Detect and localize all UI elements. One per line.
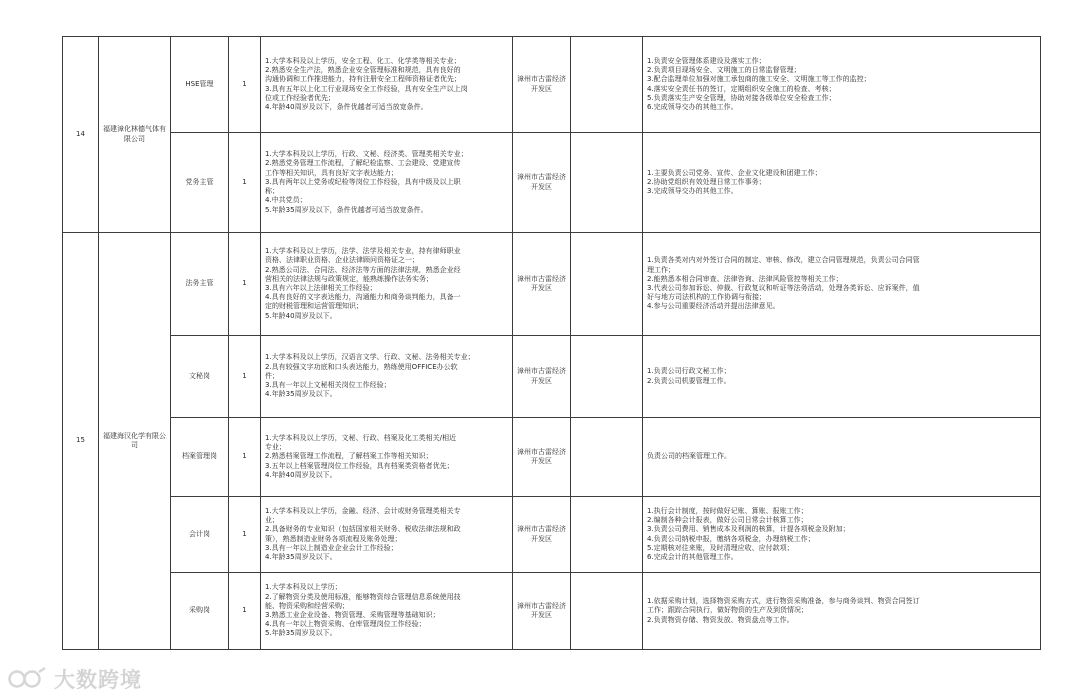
duty-line: 2.能熟悉本相合同审查、法律咨询、法律风险管控等相关工作；	[647, 274, 843, 283]
table-row	[63, 233, 1041, 336]
table-row	[63, 37, 1041, 133]
duty-line: 1.依据采购计划，选择物资采购方式，进行物资采购准备，参与商务谈判、物资合同签订	[647, 597, 920, 606]
duty-line: 4.落实安全责任书的签订，定期组织安全施工的检查、考核；	[647, 84, 836, 93]
requirement-line: 5.年龄35周岁及以下，条件优越者可适当放宽条件。	[265, 205, 428, 214]
duties-cell	[643, 418, 1041, 497]
work-location: 漳州市古雷经济开发区	[513, 573, 571, 650]
requirement-line: 专业；	[265, 443, 286, 452]
position-title: HSE管理	[171, 37, 229, 133]
requirements-cell	[261, 133, 513, 233]
requirement-line: 2.了解物资分类及使用标准，能够物资综合管理信息系统使用技	[265, 592, 461, 601]
requirements-cell	[261, 336, 513, 418]
duty-line: 6.完成领导交办的其他工作。	[647, 102, 738, 111]
requirement-line: 2.熟悉党务管理工作流程，了解纪检监察、工会建设、党建宣传	[265, 159, 461, 168]
requirement-line: 4.具有一年以上物资采购、仓库管理岗位工作经验；	[265, 620, 426, 629]
work-location: 漳州市古雷经济开发区	[513, 336, 571, 418]
requirement-line: 件；	[265, 371, 279, 380]
requirement-line: 5.年龄40周岁及以下。	[265, 311, 337, 320]
watermark-logo-icon	[8, 666, 48, 692]
position-title: 会计岗	[171, 497, 229, 573]
requirement-line: 策），熟悉制造业财务各项流程及账务处理；	[265, 534, 402, 543]
requirement-line: 3.具有一年以上制造业企业会计工作经验；	[265, 543, 398, 552]
requirement-line: 2.熟悉安全生产法，熟悉企业安全管理标准和规范，具有良好的	[265, 66, 461, 75]
position-title: 文秘岗	[171, 336, 229, 418]
requirements-cell	[261, 418, 513, 497]
headcount: 1	[229, 497, 261, 573]
duties-cell	[643, 336, 1041, 418]
table-row	[63, 497, 1041, 573]
requirement-line: 工作等相关知识，具有良好文字表达能力；	[265, 168, 398, 177]
duty-line: 3.负责公司费用、销售成本及利润的核算，计提各项税金及附加；	[647, 525, 850, 534]
table-row	[63, 336, 1041, 418]
blank-cell	[571, 233, 643, 336]
blank-cell	[571, 133, 643, 233]
blank-cell	[571, 573, 643, 650]
requirement-line: 4.具有良好的文字表达能力，沟通能力和商务谈判能力，具备一	[265, 293, 461, 302]
duty-line: 5.负责落实生产安全管理，协助对接各级单位安全检查工作；	[647, 93, 836, 102]
duty-line: 1.负责各类对内对外签订合同的制定、审核、修改，建立合同管理规范，负责公司合同管	[647, 256, 920, 265]
requirement-line: 1.大学本科及以上学历，安全工程、化工、化学类等相关专业；	[265, 56, 461, 65]
work-location: 漳州市古雷经济开发区	[513, 233, 571, 336]
headcount: 1	[229, 233, 261, 336]
duty-line: 1.执行会计制度，按时做好记账、算账、报账工作；	[647, 506, 808, 515]
duty-line: 2.负责公司机要管理工作。	[647, 376, 731, 385]
blank-cell	[571, 336, 643, 418]
requirement-line: 2.具有较强文字功底和口头表达能力，熟练使用OFFICE办公软	[265, 362, 458, 371]
requirement-line: 2.熟悉公司法、合同法、经济法等方面的法律法规，熟悉企业经	[265, 265, 461, 274]
position-title: 党务主管	[171, 133, 229, 233]
requirement-line: 4.年龄35周岁及以下。	[265, 552, 337, 561]
watermark-text: 大数跨境	[54, 668, 142, 692]
duty-line: 4.负责公司纳税申报，缴纳各项税金，办理纳税工作；	[647, 534, 815, 543]
requirement-line: 3.五年以上档案管理岗位工作经验，具有档案类资格者优先；	[265, 461, 454, 470]
duty-line: 4.参与公司重要经济活动并提出法律意见。	[647, 302, 780, 311]
work-location: 漳州市古雷经济开发区	[513, 418, 571, 497]
requirement-line: 能、物资采购和经营采购；	[265, 601, 349, 610]
table-row	[63, 418, 1041, 497]
headcount: 1	[229, 133, 261, 233]
duty-line: 2.负责项目现场安全、文明施工的日常监督管理；	[647, 66, 801, 75]
duty-line: 2.协助党组织有效处理日常工作事务；	[647, 177, 766, 186]
requirement-line: 1.大学本科及以上学历，文秘、行政、档案及化工类相关/相近	[265, 433, 457, 442]
requirement-line: 3.具有五年以上化工行业现场安全工作经验，具有安全生产以上岗	[265, 84, 468, 93]
table-row	[63, 573, 1041, 650]
duty-line: 6.完成会计的其他管理工作。	[647, 552, 738, 561]
requirement-line: 3.具有一年以上文秘相关岗位工作经验；	[265, 381, 391, 390]
headcount: 1	[229, 573, 261, 650]
requirement-line: 4.年龄35周岁及以下。	[265, 390, 337, 399]
headcount: 1	[229, 418, 261, 497]
requirement-line: 1.大学本科及以上学历，法学、法学及相关专业，持有律师职业	[265, 247, 461, 256]
duty-line: 2.负责物资存储、物资发放、物资盘点等工作。	[647, 615, 794, 624]
requirement-line: 称；	[265, 187, 279, 196]
blank-cell	[571, 497, 643, 573]
position-title: 档案管理岗	[171, 418, 229, 497]
duty-line: 好与地方司法机构的工作协调与衔接；	[647, 293, 766, 302]
requirements-cell	[261, 37, 513, 133]
work-location: 漳州市古雷经济开发区	[513, 497, 571, 573]
duty-line: 2.编制各种会计报表，做好公司日常会计核算工作；	[647, 516, 808, 525]
requirement-line: 1.大学本科及以上学历，行政、文秘、经济类、管理类相关专业；	[265, 150, 468, 159]
company-name: 福建漳化林德气体有限公司	[99, 37, 171, 233]
requirement-line: 资格、法律职业资格、企业法律顾问资格证之一；	[265, 256, 419, 265]
requirement-line: 定的财税管理和运营管理知识；	[265, 302, 363, 311]
duty-line: 3.代表公司参加诉讼、仲裁、行政复议和听证等法务活动，处理各类诉讼、应诉案件，值	[647, 284, 920, 292]
requirement-line: 位或工作经验者优先；	[265, 93, 335, 102]
duty-line: 1.负责安全管理体系建设及落实工作；	[647, 56, 766, 65]
requirement-line: 1.大学本科及以上学历，汉语言文学、行政、文秘、法务相关专业；	[265, 353, 475, 362]
headcount: 1	[229, 336, 261, 418]
duty-line: 5.定期核对往来账，及时清理应收、应付款项；	[647, 543, 794, 552]
duty-line: 负责公司的档案管理工作。	[647, 452, 731, 461]
requirement-line: 4.中共党员；	[265, 196, 307, 205]
duties-cell	[643, 133, 1041, 233]
requirement-line: 3.具有两年以上党务或纪检等岗位工作经验，具有中级及以上职	[265, 177, 461, 186]
duties-cell	[643, 573, 1041, 650]
requirements-cell	[261, 497, 513, 573]
duty-line: 理工作；	[647, 265, 675, 274]
requirement-line: 2.具备财务的专业知识（包括国家相关财务、税收法律法规和政	[265, 525, 461, 534]
table-row	[63, 133, 1041, 233]
duty-line: 工作；跟踪合同执行，做好物资的生产及到货情况；	[647, 606, 808, 615]
requirement-line: 5.年龄35周岁及以下。	[265, 629, 337, 638]
requirement-line: 2.熟悉档案管理工作流程，了解档案工作等相关知识；	[265, 452, 433, 461]
watermark	[8, 664, 142, 694]
requirement-line: 4.年龄40周岁及以下，条件优越者可适当放宽条件。	[265, 102, 428, 111]
work-location: 漳州市古雷经济开发区	[513, 133, 571, 233]
duties-cell	[643, 233, 1041, 336]
duty-line: 3.配合监理单位加强对施工承包商的施工安全、文明施工等工作的监控；	[647, 75, 871, 84]
requirement-line: 沟通协调和工作推进能力，持有注册安全工程师资格证者优先；	[265, 75, 461, 84]
requirement-line: 3.具有六年以上法律相关工作经验；	[265, 284, 377, 292]
position-title: 采购岗	[171, 573, 229, 650]
requirements-cell	[261, 233, 513, 336]
requirement-line: 业；	[265, 516, 279, 525]
requirement-line: 3.熟悉工业企业设备、物资管理、采购管理等基础知识；	[265, 611, 440, 619]
duties-cell	[643, 497, 1041, 573]
recruitment-table	[62, 36, 1041, 650]
group-number: 15	[63, 233, 99, 650]
duty-line: 1.负责公司行政文秘工作；	[647, 367, 731, 376]
work-location: 漳州市古雷经济开发区	[513, 37, 571, 133]
position-title: 法务主管	[171, 233, 229, 336]
duty-line: 3.完成领导交办的其他工作。	[647, 187, 738, 196]
group-number: 14	[63, 37, 99, 233]
duty-line: 1.主要负责公司党务、宣传、企业文化建设和团建工作；	[647, 168, 822, 177]
blank-cell	[571, 418, 643, 497]
requirement-line: 1.大学本科及以上学历，金融、经济、会计或财务管理类相关专	[265, 506, 461, 515]
headcount: 1	[229, 37, 261, 133]
requirement-line: 营相关的法律法规与政策规定，能熟练操作法务实务；	[265, 274, 433, 283]
requirements-cell	[261, 573, 513, 650]
company-name: 福建海汉化学有限公司	[99, 233, 171, 650]
requirement-line: 1.大学本科及以上学历；	[265, 583, 342, 592]
blank-cell	[571, 37, 643, 133]
requirement-line: 4.年龄40周岁及以下。	[265, 470, 337, 479]
duties-cell	[643, 37, 1041, 133]
